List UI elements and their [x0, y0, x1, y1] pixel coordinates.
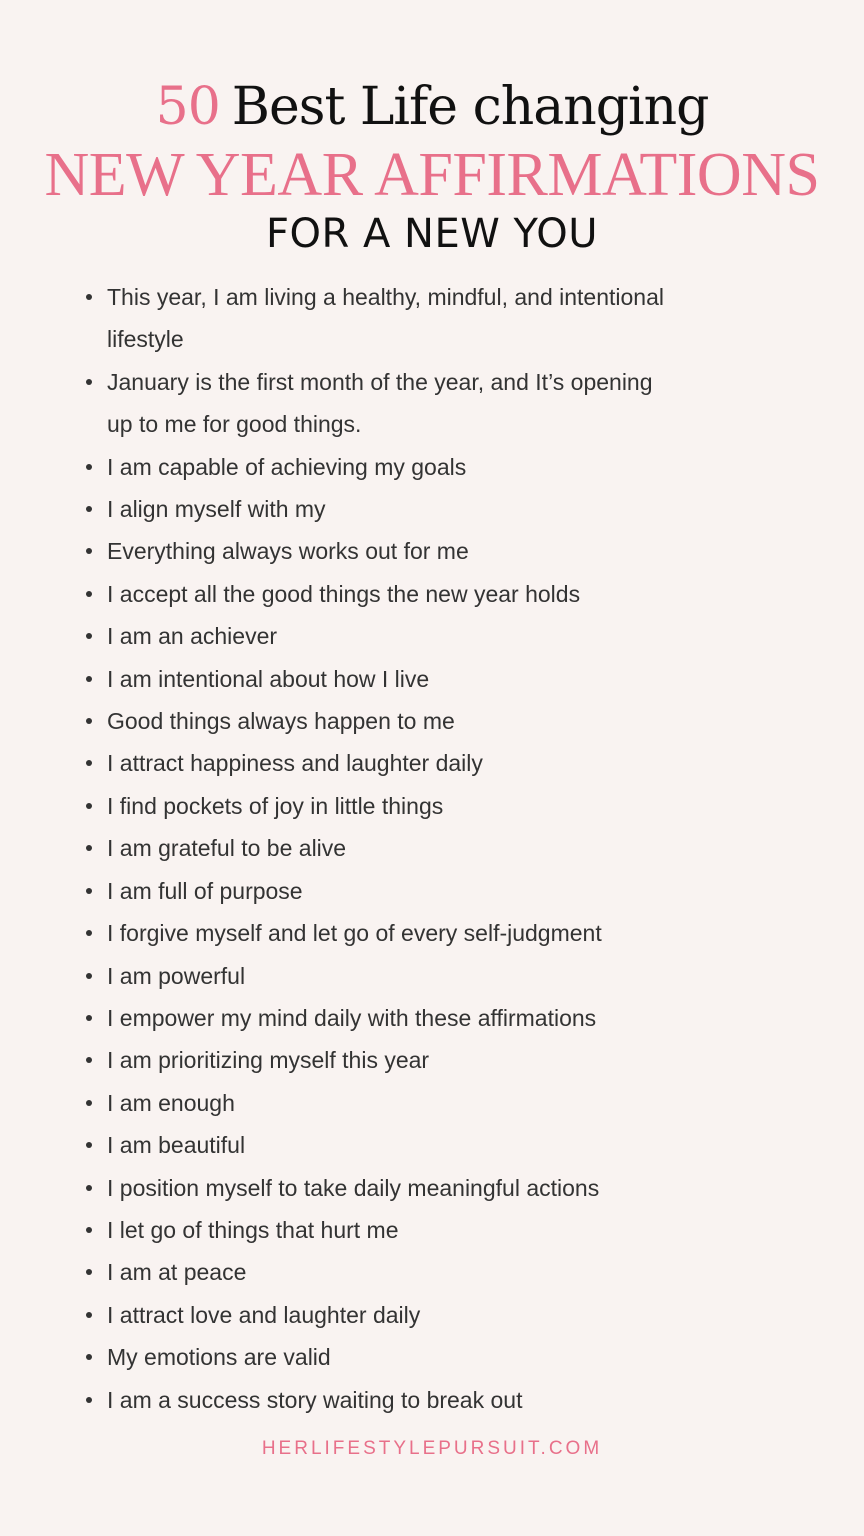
affirmation-text: My emotions are valid [107, 1344, 331, 1371]
bullet-icon [86, 1185, 92, 1191]
bullet-icon [86, 1227, 92, 1233]
affirmation-text: Good things always happen to me [107, 708, 455, 735]
list-item [80, 530, 780, 572]
bullet-icon [86, 676, 92, 682]
bullet-icon [86, 718, 92, 724]
list-item [80, 615, 780, 657]
list-item [80, 1039, 780, 1081]
title-text: Best Life changing [231, 77, 709, 137]
list-item [80, 1124, 780, 1166]
affirmation-text: I accept all the good things the new year holds [107, 580, 581, 607]
list-item [80, 870, 780, 912]
title-number: 50 [155, 77, 220, 137]
bullet-icon [86, 760, 92, 766]
list-item [80, 997, 780, 1039]
affirmation-text: I attract love and laughter daily [107, 1301, 421, 1328]
bullet-icon [86, 591, 92, 597]
list-item [80, 1209, 780, 1251]
affirmation-text-continued: lifestyle [107, 326, 184, 353]
footer-website: HERLIFESTYLEPURSUIT.COM [261, 1438, 603, 1459]
affirmation-list [80, 276, 780, 1421]
bullet-icon [86, 1269, 92, 1275]
affirmation-text: I attract happiness and laughter daily [107, 750, 483, 777]
affirmation-text: I am prioritizing myself this year [107, 1047, 430, 1074]
subtitle: FOR A NEW YOU [265, 211, 599, 257]
title-line-2: NEW YEAR AFFIRMATIONS [44, 141, 820, 209]
list-item [80, 1167, 780, 1209]
affirmation-text: I am full of purpose [107, 877, 303, 904]
bullet-icon [86, 930, 92, 936]
bullet-icon [86, 973, 92, 979]
affirmation-text: I am a success story waiting to break out [107, 1386, 523, 1413]
list-item [80, 955, 780, 997]
bullet-icon [86, 1142, 92, 1148]
affirmation-text: I am an achiever [107, 623, 278, 650]
list-item [80, 1294, 780, 1336]
affirmation-text: I am capable of achieving my goals [107, 453, 467, 480]
list-item [80, 1379, 780, 1421]
affirmation-text: I am at peace [107, 1259, 247, 1286]
bullet-icon [86, 845, 92, 851]
bullet-icon [86, 1312, 92, 1318]
affirmation-text: I align myself with my [107, 496, 326, 523]
affirmation-text: I am beautiful [107, 1132, 246, 1159]
affirmation-text: This year, I am living a healthy, mindful, and intentional [107, 284, 664, 310]
bullet-icon [86, 548, 92, 554]
bullet-icon [86, 379, 92, 385]
bullet-icon [86, 1354, 92, 1360]
bullet-icon [86, 633, 92, 639]
affirmation-text: I am enough [107, 1089, 235, 1116]
affirmation-text-continued: up to me for good things. [107, 411, 362, 438]
list-item [80, 785, 780, 827]
bullet-icon [86, 464, 92, 470]
affirmation-text: I am grateful to be alive [107, 835, 347, 862]
title-line-1 [0, 76, 864, 138]
affirmation-text: I position myself to take daily meaningful actions [107, 1174, 600, 1201]
affirmation-text: I empower my mind daily with these affirmations [107, 1004, 597, 1031]
affirmation-text: Everything always works out for me [107, 538, 469, 565]
affirmation-text: I forgive myself and let go of every self-judgment [107, 920, 602, 947]
list-item [80, 1082, 780, 1124]
list-item [80, 1251, 780, 1293]
bullet-icon [86, 1015, 92, 1021]
affirmation-text: I am powerful [107, 962, 246, 989]
bullet-icon [86, 803, 92, 809]
list-item [80, 912, 780, 954]
list-item [80, 488, 780, 530]
bullet-icon [86, 1397, 92, 1403]
list-item [80, 276, 780, 361]
affirmation-text: I let go of things that hurt me [107, 1216, 399, 1243]
affirmation-text: January is the first month of the year, and It’s opening [107, 368, 653, 395]
list-item [80, 742, 780, 784]
bullet-icon [86, 506, 92, 512]
list-item [80, 827, 780, 869]
list-item [80, 573, 780, 615]
list-item [80, 1336, 780, 1378]
affirmation-text: I am intentional about how I live [107, 665, 430, 692]
bullet-icon [86, 294, 92, 300]
list-item [80, 700, 780, 742]
affirmation-text: I find pockets of joy in little things [107, 792, 444, 819]
list-item [80, 446, 780, 488]
bullet-icon [86, 1100, 92, 1106]
list-item [80, 361, 780, 446]
bullet-icon [86, 888, 92, 894]
bullet-icon [86, 1057, 92, 1063]
list-item [80, 658, 780, 700]
